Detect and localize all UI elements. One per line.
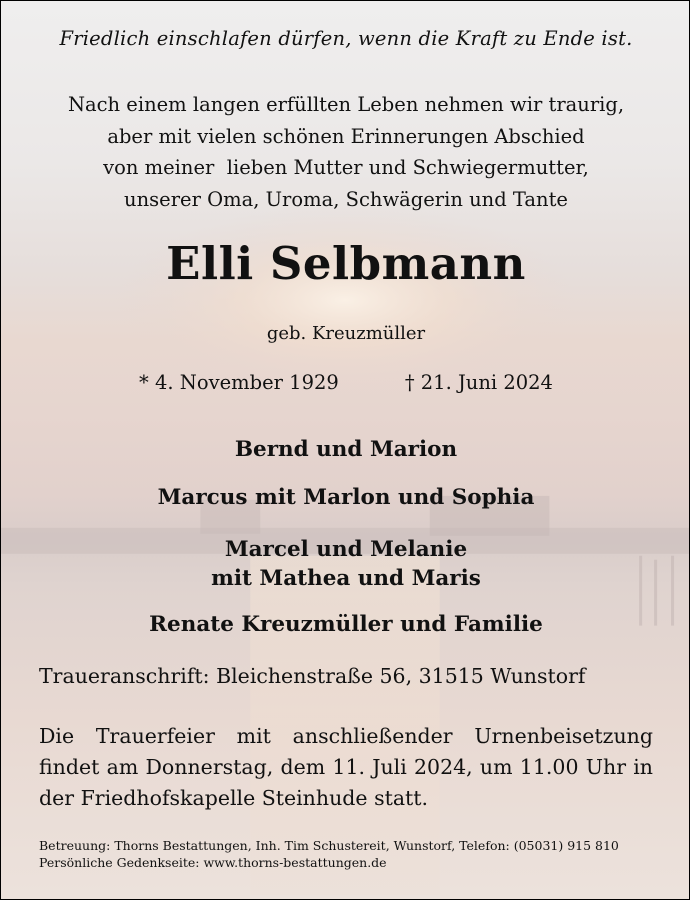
footer [39,837,619,871]
intro-line: von meiner lieben Mutter und Schwiegermutter, [103,156,589,179]
maiden-name: geb. Kreuzmüller [266,323,426,344]
footer-memorial-page: Persönliche Gedenkseite: www.thorns-bestattungen.de [39,855,387,870]
death-date: † 21. Juni 2024 [404,371,553,394]
life-dates [1,371,690,394]
mourner: Bernd und Marion [234,437,458,462]
mourner: mit Mathea und Maris [211,566,481,591]
service-line: der Friedhofskapelle Steinhude statt. [39,786,429,810]
mourner: Marcel und Melanie [224,537,468,562]
mourner: Renate Kreuzmüller und Familie [149,612,543,637]
intro-line: Nach einem langen erfüllten Leben nehmen wir traurig, [67,93,625,116]
motto: Friedlich einschlafen dürfen, wenn die Kraft zu Ende ist. [59,27,633,50]
mourning-address: Traueranschrift: Bleichenstraße 56, 31515 Wunstorf [39,664,586,688]
intro-text [1,89,690,215]
birth-date: * 4. November 1929 [139,371,339,394]
intro-line: aber mit vielen schönen Erinnerungen Abschied [107,124,585,148]
intro-line: unserer Oma, Uroma, Schwägerin und Tante [124,187,568,211]
footer-undertaker: Betreuung: Thorns Bestattungen, Inh. Tim Schustereit, Wunstorf, Telefon: (05031) 915 810 [39,838,619,853]
mourner: Marcus mit Marlon und Sophia [157,485,535,510]
service-line: Die Trauerfeier mit anschließender Urnenbeisetzung [39,724,653,748]
funeral-service-text [39,721,653,814]
service-line: findet am Donnerstag, dem 11. Juli 2024, um 11.00 Uhr in [39,755,653,779]
mourner-group [1,535,690,593]
deceased-name: Elli Selbmann [166,237,526,290]
